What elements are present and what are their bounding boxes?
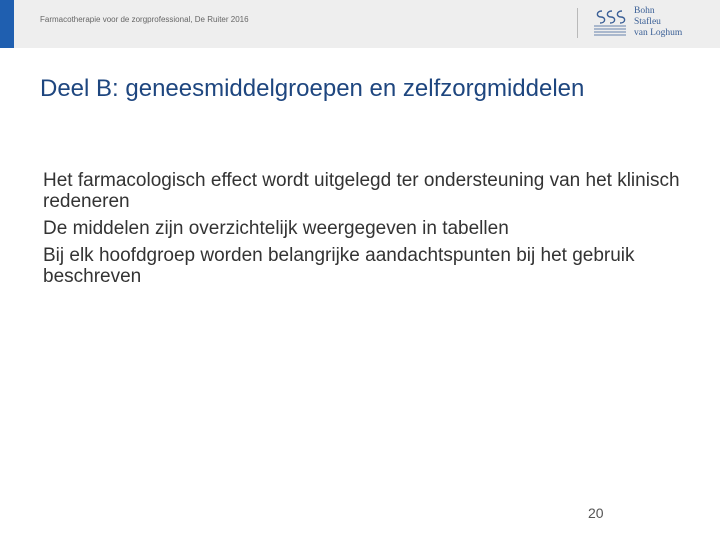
publisher-logo-text	[634, 6, 682, 39]
slide-title: Deel B: geneesmiddelgroepen en zelfzorgmiddelen	[40, 75, 585, 102]
page-number: 20	[588, 505, 604, 521]
logo-line: Bohn	[634, 6, 655, 16]
logo-line: Stafleu	[634, 17, 661, 27]
accent-bar	[0, 0, 14, 48]
bullet-item: Bij elk hoofdgroep worden belangrijke aandachtspunten bij het gebruik beschreven	[43, 245, 635, 287]
logo-divider	[577, 8, 578, 38]
header-citation: Farmacotherapie voor de zorgprofessional, De Ruiter 2016	[40, 15, 249, 24]
bullet-item: Het farmacologisch effect wordt uitgelegd ter ondersteuning van het klinisch redeneren	[43, 170, 680, 212]
bullet-item: De middelen zijn overzichtelijk weergegeven in tabellen	[43, 218, 509, 239]
logo-line: van Loghum	[634, 28, 683, 38]
publisher-logo-icon	[592, 8, 628, 38]
bullet-list	[43, 170, 683, 293]
